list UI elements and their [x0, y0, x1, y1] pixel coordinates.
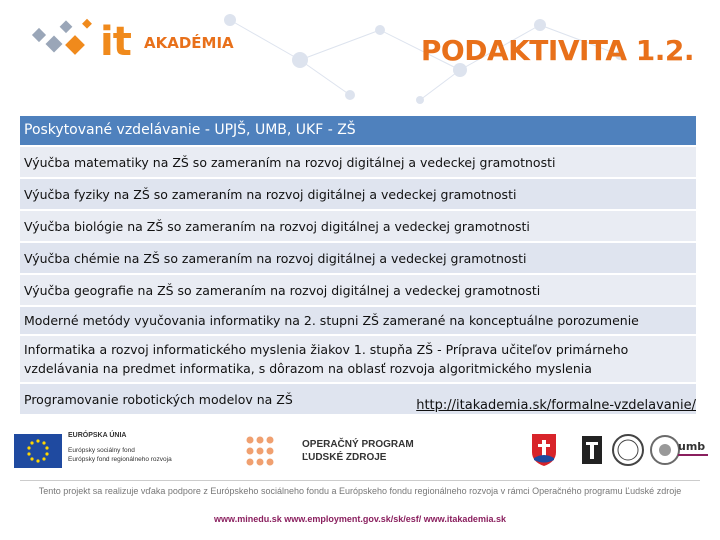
page-title: PODAKTIVITA 1.2. — [420, 34, 694, 67]
op-text-block — [302, 438, 414, 464]
eu-flag-icon — [14, 434, 62, 468]
table-row: Výučba matematiky na ZŠ so zameraním na rozvoj digitálnej a vedeckej gramotnosti — [20, 147, 696, 179]
ministry-coat-of-arms-icon — [528, 432, 560, 468]
op-line1: OPERAČNÝ PROGRAM — [302, 439, 414, 450]
partner-logo-umb-icon — [676, 432, 710, 468]
table-header: Poskytované vzdelávanie - UPJŠ, UMB, UKF - ZŠ — [20, 116, 696, 147]
eu-text-block — [68, 431, 172, 464]
table-row: Výučba fyziky na ZŠ so zameraním na rozvoj digitálnej a vedeckej gramotnosti — [20, 179, 696, 211]
table-row: Informatika a rozvoj informatického myslenia žiakov 1. stupňa ZŠ - Príprava učiteľov primárneho vzdelávania na predmet informatika, s dôrazom na oblasť rozvoja algoritmického myslenia — [20, 336, 696, 384]
footer-urls: www.minedu.sk www.employment.gov.sk/sk/esf/ www.itakademia.sk — [214, 514, 506, 524]
eu-fund-line1: Európsky sociálny fond — [68, 447, 135, 454]
table-row: Moderné metódy vyučovania informatiky na 2. stupni ZŠ zamerané na konceptuálne porozumenie — [20, 307, 696, 336]
itakademia-logo — [28, 14, 234, 65]
eu-fund-line2: Európsky fond regionálneho rozvoja — [68, 456, 172, 463]
logo-network-icon — [28, 14, 100, 64]
eu-title: EURÓPSKA ÚNIA — [68, 432, 127, 439]
op-line2: ĽUDSKÉ ZDROJE — [302, 452, 387, 463]
logo-it-text: it — [100, 19, 131, 65]
ministry-text — [562, 438, 582, 474]
funding-disclaimer: Tento projekt sa realizuje vďaka podpore z Európskeho sociálneho fondu a Európskeho fondu regionálneho rozvoja v rámci Operačného programu Ľudské zdroje — [38, 486, 682, 496]
footer-divider — [20, 480, 700, 481]
table-row: Výučba geografie na ZŠ so zameraním na rozvoj digitálnej a vedeckej gramotnosti — [20, 275, 696, 307]
op-logo-icon — [244, 434, 294, 468]
table-row: Výučba chémie na ZŠ so zameraním na rozvoj digitálnej a vedeckej gramotnosti — [20, 243, 696, 275]
table-row: Výučba biológie na ZŠ so zameraním na rozvoj digitálnej a vedeckej gramotnosti — [20, 211, 696, 243]
course-table — [20, 116, 696, 416]
formalne-vzdelavanie-link[interactable]: http://itakademia.sk/formalne-vzdelavanie/ — [416, 398, 696, 413]
table-row: Programovanie robotických modelov na ZŠ — [20, 384, 696, 416]
partner-logo-tu-icon — [580, 432, 604, 468]
svg-text:umb: umb — [678, 440, 706, 453]
logo-akademia-text: AKADÉMIA — [144, 34, 234, 52]
partner-logo-ukf-icon — [612, 432, 644, 468]
